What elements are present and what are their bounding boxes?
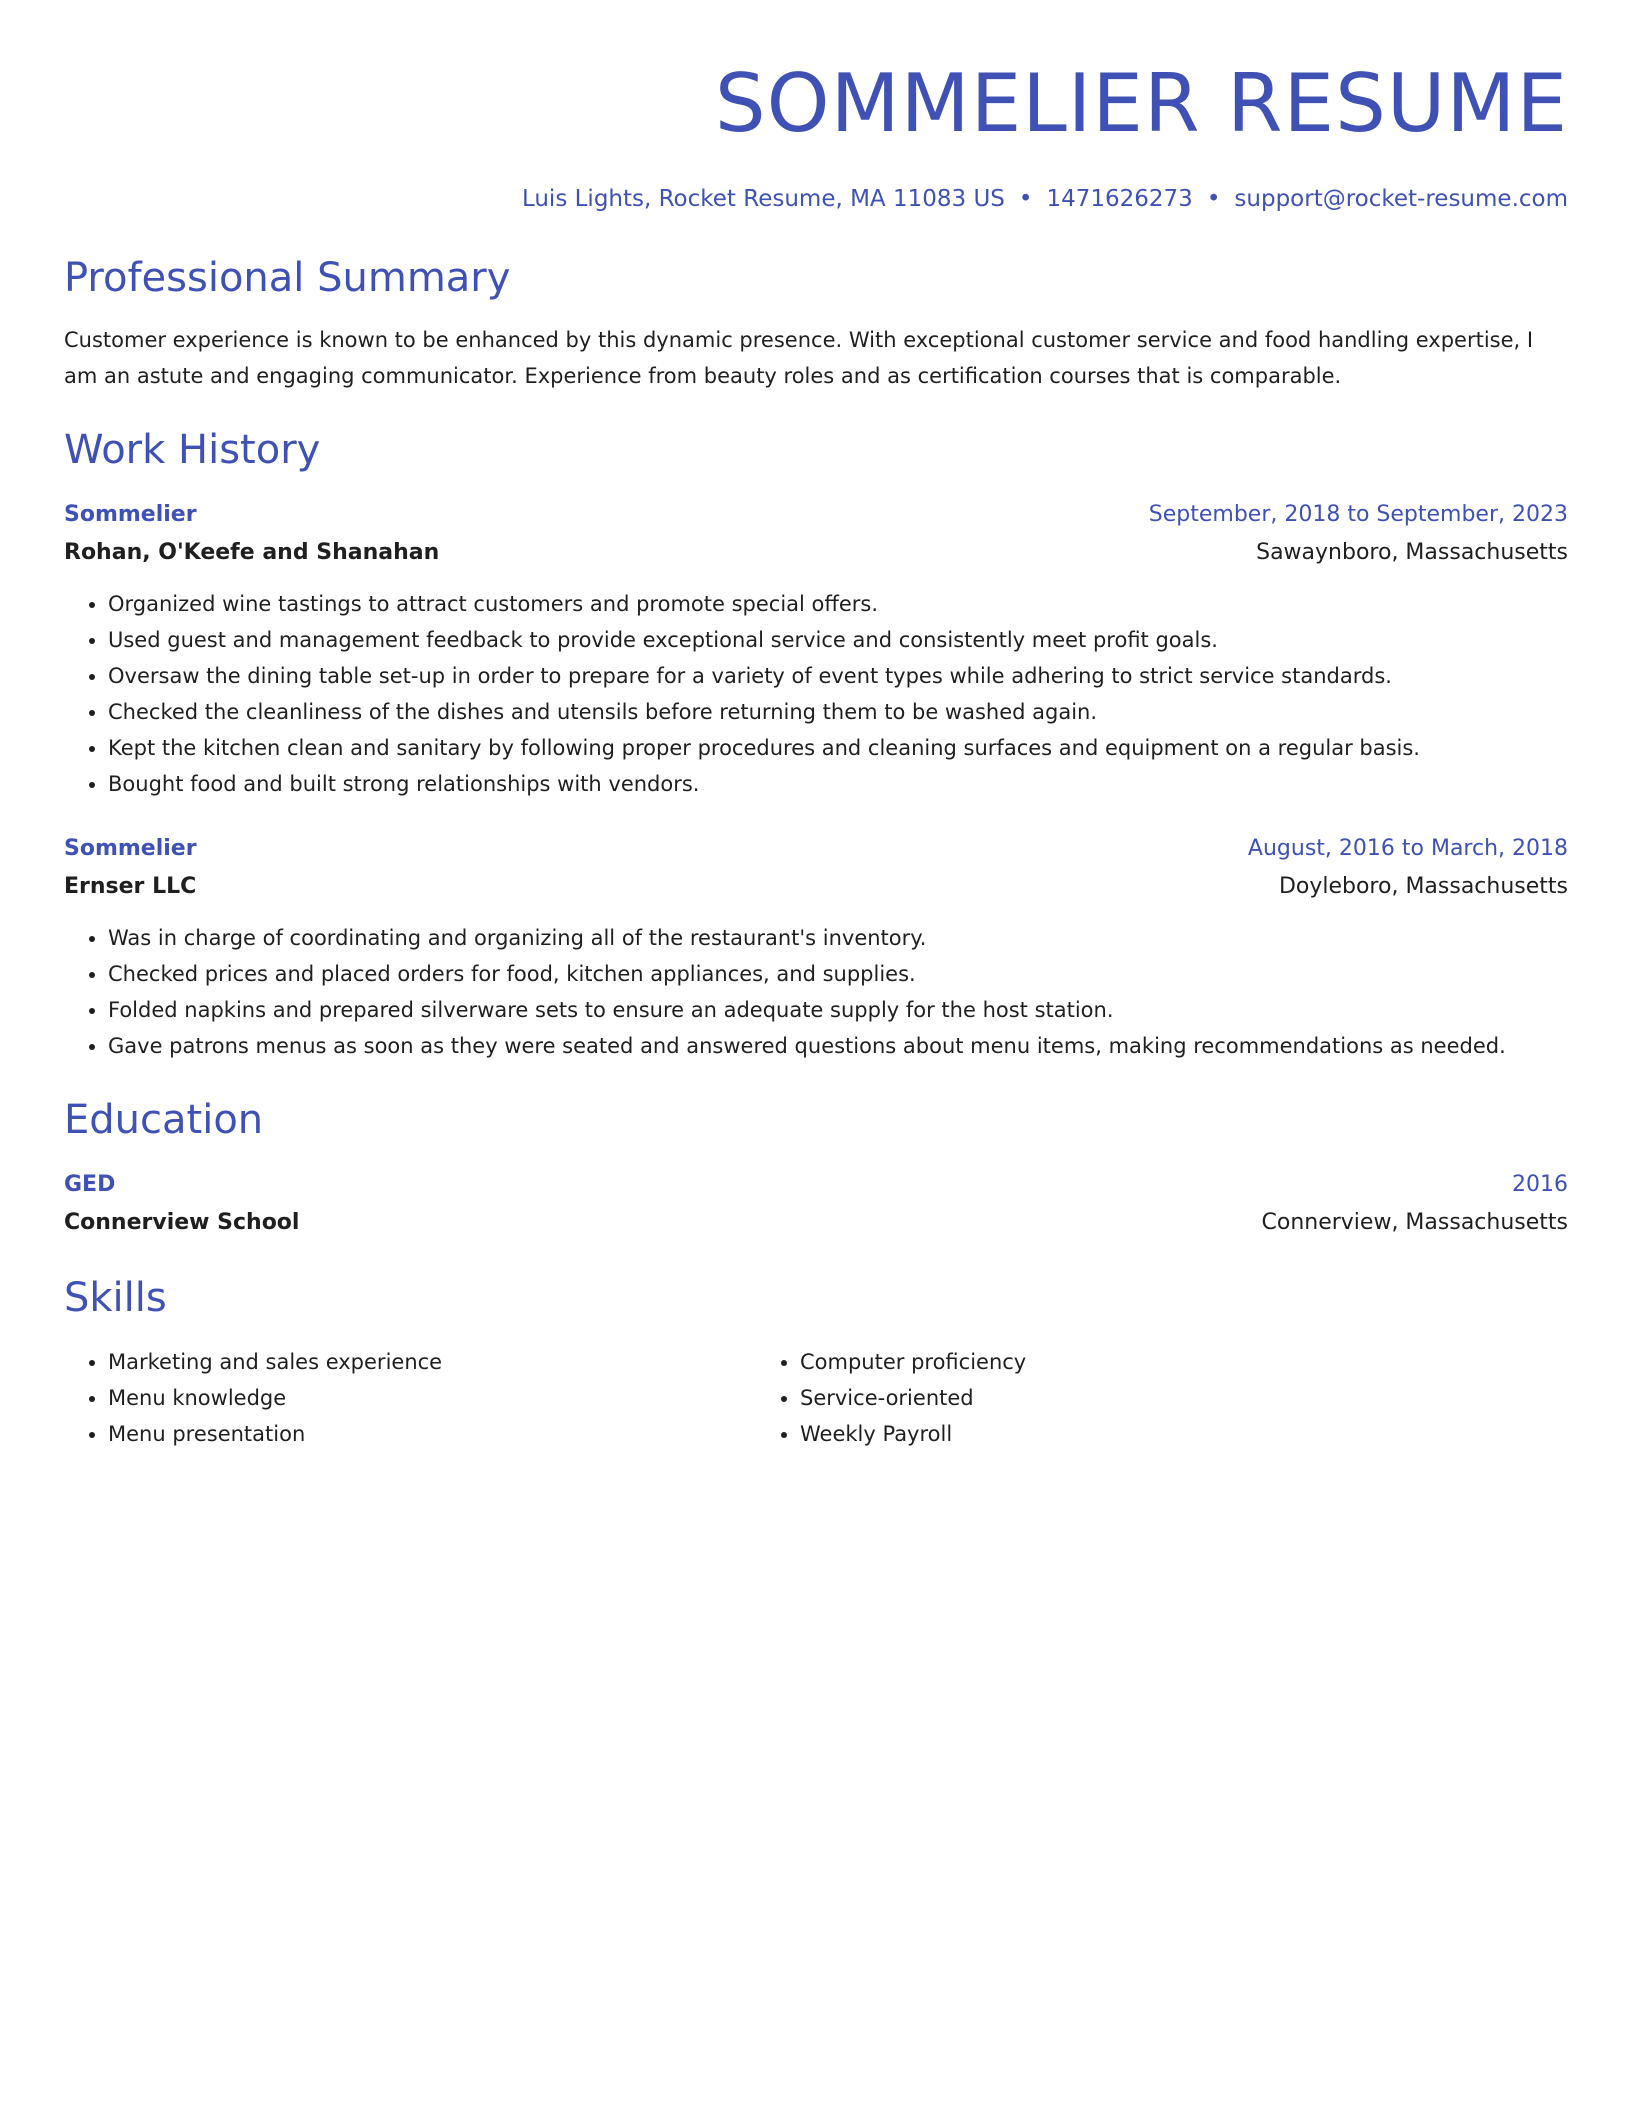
job-bullet: • Organized wine tastings to attract customers and promote special offers. [108,586,1568,622]
skills-column-left [64,1344,756,1452]
job-bullet: • Folded napkins and prepared silverware sets to ensure an adequate supply for the host station. [108,992,1568,1028]
skills-column-right [756,1344,1448,1452]
job-company-row [64,872,1568,902]
contact-separator: • [1206,186,1221,212]
job-company: Ernser LLC [64,874,197,899]
job-title-row [64,834,1568,864]
job-dates: September, 2018 to September, 2023 [1148,502,1568,527]
education-school-row [64,1208,1568,1238]
skill-item: • Menu knowledge [108,1380,756,1416]
education-year: 2016 [1512,1172,1568,1197]
job-bullet: • Kept the kitchen clean and sanitary by following proper procedures and cleaning surfaces and equipment on a regular basis. [108,730,1568,766]
education-school: Connerview School [64,1210,300,1235]
contact-email[interactable]: support@rocket-resume.com [1234,186,1568,212]
job-company-row [64,538,1568,568]
job-bullet: • Bought food and built strong relationships with vendors. [108,766,1568,802]
job-location: Doyleboro, Massachusetts [1278,874,1568,899]
job-company: Rohan, O'Keefe and Shanahan [64,540,440,565]
job-bullet: • Was in charge of coordinating and organizing all of the restaurant's inventory. [108,920,1568,956]
job-bullet: • Gave patrons menus as soon as they were seated and answered questions about menu items, making recommendations as needed. [108,1028,1568,1064]
job-bullet: • Used guest and management feedback to provide exceptional service and consistently meet profit goals. [108,622,1568,658]
job-title-row [64,500,1568,530]
education-degree-row [64,1170,1568,1200]
contact-separator: • [1018,186,1033,212]
contact-phone: 1471626273 [1046,186,1193,212]
education-location: Connerview, Massachusetts [1261,1210,1568,1235]
summary-text: Customer experience is known to be enhanced by this dynamic presence. With exceptional customer service and food handling expertise, I am an astute and engaging communicator. Experience from beauty roles and as certification courses that is comparable. [64,328,1534,388]
skill-item: • Marketing and sales experience [108,1344,756,1380]
job-entry [64,834,1568,1064]
job-entry [64,500,1568,802]
education-entry [64,1170,1568,1238]
skill-item: • Weekly Payroll [800,1416,1448,1452]
skill-item: • Menu presentation [108,1416,756,1452]
job-location: Sawaynboro, Massachusetts [1256,540,1568,565]
job-bullet: • Checked the cleanliness of the dishes and utensils before returning them to be washed again. [108,694,1568,730]
contact-line [64,184,1568,214]
job-bullet: • Oversaw the dining table set-up in order to prepare for a variety of event types while adhering to strict service standards. [108,658,1568,694]
job-bullets [64,586,1568,802]
contact-address: Luis Lights, Rocket Resume, MA 11083 US [521,186,1005,212]
summary-heading: Professional Summary [64,255,511,301]
resume-header [64,50,1568,214]
skill-item: • Computer proficiency [800,1344,1448,1380]
skill-item: • Service-oriented [800,1380,1448,1416]
resume-title: SOMMELIER RESUME [714,57,1568,150]
work-history-heading: Work History [64,427,321,473]
job-title: Sommelier [64,502,197,527]
job-bullet: • Checked prices and placed orders for food, kitchen appliances, and supplies. [108,956,1568,992]
job-title: Sommelier [64,836,197,861]
education-heading: Education [64,1097,264,1143]
skills-grid [64,1344,1568,1452]
education-degree: GED [64,1172,116,1197]
skills-heading: Skills [64,1275,167,1321]
job-bullets [64,920,1568,1064]
job-dates: August, 2016 to March, 2018 [1247,836,1568,861]
